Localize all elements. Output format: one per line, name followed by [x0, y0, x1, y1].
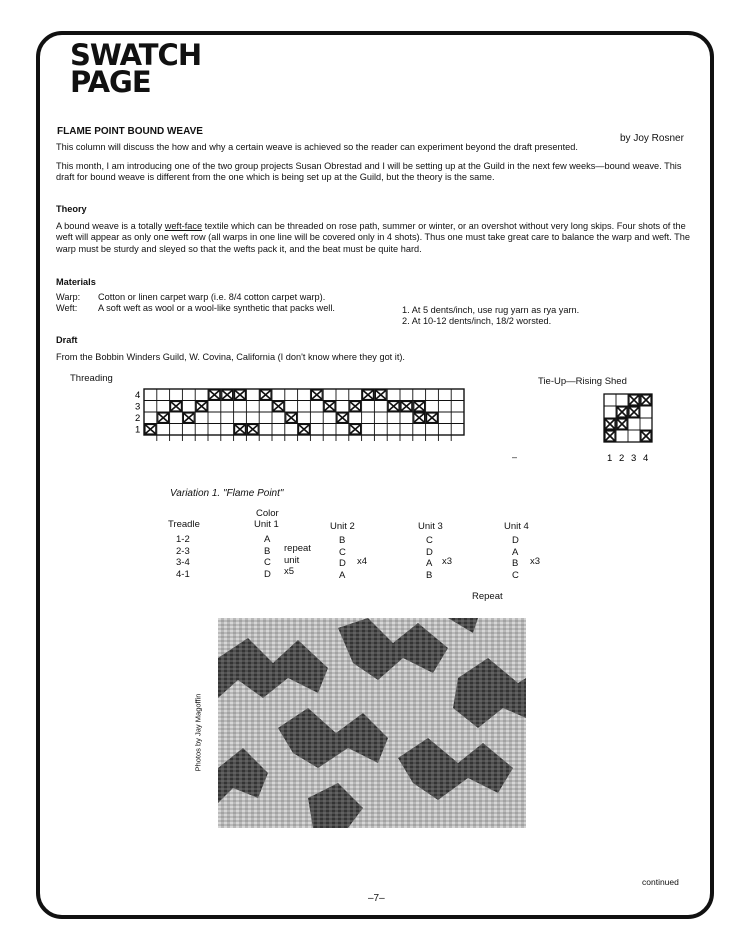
- tieup-mark: [605, 419, 615, 429]
- threading-mark: [235, 425, 246, 435]
- tieup-mark: [641, 395, 651, 405]
- unit1-note: repeat unit x5: [284, 543, 311, 577]
- continued-note: continued: [642, 877, 679, 887]
- threading-mark: [183, 413, 194, 423]
- article-title: FLAME POINT BOUND WEAVE: [57, 126, 203, 137]
- threading-mark: [222, 390, 233, 400]
- shaft-label: 4: [135, 390, 141, 401]
- weft-line: Weft: A soft weft as wool or a wool-like synthetic that packs well.: [56, 303, 335, 313]
- materials-heading: Materials: [56, 277, 96, 287]
- weft-note-2: 2. At 10-12 dents/inch, 18/2 worsted.: [402, 316, 552, 326]
- byline: by Joy Rosner: [620, 133, 684, 144]
- tieup-mark: [605, 431, 615, 441]
- unit2-header: Unit 2: [330, 521, 355, 532]
- threading-mark: [209, 390, 220, 400]
- unit1-colors: A B C D: [264, 534, 271, 580]
- theory-heading: Theory: [56, 204, 87, 214]
- tieup-mark: [629, 407, 639, 417]
- threading-label: Threading: [70, 373, 113, 384]
- intro-paragraph-1: This column will discuss the how and why a certain weave is achieved so the reader can experiment beyond the draft presented.: [56, 142, 578, 152]
- unit3-colors: C D A B: [426, 535, 433, 581]
- page-number: –7–: [368, 893, 385, 904]
- threading-mark: [414, 402, 425, 412]
- unit4-colors: D A B C: [512, 535, 519, 581]
- unit2-note: x4: [357, 556, 368, 567]
- threading-mark: [260, 390, 271, 400]
- threading-mark: [247, 425, 258, 435]
- threading-mark: [388, 402, 399, 412]
- unit2-colors: B C D A: [339, 535, 346, 581]
- color-label: Color: [256, 508, 279, 519]
- threading-mark: [337, 413, 348, 423]
- threading-mark: [363, 390, 374, 400]
- page-title: SWATCH PAGE: [70, 38, 202, 99]
- shaft-label: 2: [135, 413, 141, 424]
- threading-mark: [311, 390, 322, 400]
- treadle-header: Treadle: [168, 519, 200, 530]
- weft-note-1: 1. At 5 dents/inch, use rug yarn as rya yarn.: [402, 305, 580, 315]
- tieup-grid: [596, 390, 676, 468]
- threading-mark: [145, 425, 156, 435]
- threading-mark: [158, 413, 169, 423]
- threading-mark: [427, 413, 438, 423]
- tieup-mark: [617, 407, 627, 417]
- intro-paragraph-2: This month, I am introducing one of the two group projects Susan Obrestad and I will be setting up at the Guild in the next few weeks—bound weave. This draft for bound weave is different from the one which is being set up at the Guild, but the theory is the same.: [56, 161, 682, 183]
- shaft-label: 3: [135, 401, 141, 413]
- threading-mark: [401, 402, 412, 412]
- draft-source: From the Bobbin Winders Guild, W. Covina, California (I don't know where they got it).: [56, 352, 405, 362]
- threading-grid: [126, 385, 506, 455]
- threading-mark: [286, 413, 297, 423]
- treadle-label: 3: [631, 453, 637, 464]
- woven-swatch-photo: [218, 618, 526, 828]
- tieup-mark: [629, 395, 639, 405]
- threading-mark: [171, 402, 182, 412]
- shaft-label: 1: [135, 424, 141, 436]
- threading-mark: [375, 390, 386, 400]
- treadle-column: 1-2 2-3 3-4 4-1: [176, 534, 190, 580]
- stray-mark: –: [512, 452, 518, 462]
- unit3-header: Unit 3: [418, 521, 443, 532]
- treadle-label: 2: [619, 453, 625, 464]
- tieup-mark: [641, 431, 651, 441]
- theory-paragraph: A bound weave is a totally weft-face textile which can be threaded on rose path, summer or winter, or an overshot without very long skips. Four shots of the weft will appear as only one weft row (all warps in one line will be covered only in 4 shots). Thus one must take great care to balance the warp and weft. The warp must be sturdy and sleyed so that the wefts pack it, and the beat must be quite hard.: [56, 221, 690, 254]
- threading-mark: [299, 425, 310, 435]
- treadle-label: 4: [643, 453, 649, 464]
- warp-line: Warp: Cotton or linen carpet warp (i.e. 8/4 cotton carpet warp).: [56, 292, 326, 302]
- threading-mark: [350, 402, 361, 412]
- variation-title: Variation 1. "Flame Point": [170, 488, 284, 499]
- treadle-label: 1: [607, 453, 613, 464]
- unit4-header: Unit 4: [504, 521, 529, 532]
- photo-credit: Photos by Jay Magoffin: [193, 693, 203, 772]
- tieup-mark: [617, 419, 627, 429]
- unit3-note: x3: [442, 556, 453, 567]
- repeat-label: Repeat: [472, 591, 503, 602]
- tieup-label: Tie-Up—Rising Shed: [538, 376, 627, 387]
- threading-mark: [324, 402, 335, 412]
- threading-mark: [235, 390, 246, 400]
- threading-mark: [273, 402, 284, 412]
- unit4-note: x3: [530, 556, 541, 567]
- threading-mark: [350, 425, 361, 435]
- draft-heading: Draft: [56, 335, 78, 345]
- threading-mark: [196, 402, 207, 412]
- threading-mark: [414, 413, 425, 423]
- unit1-header: Unit 1: [254, 519, 279, 530]
